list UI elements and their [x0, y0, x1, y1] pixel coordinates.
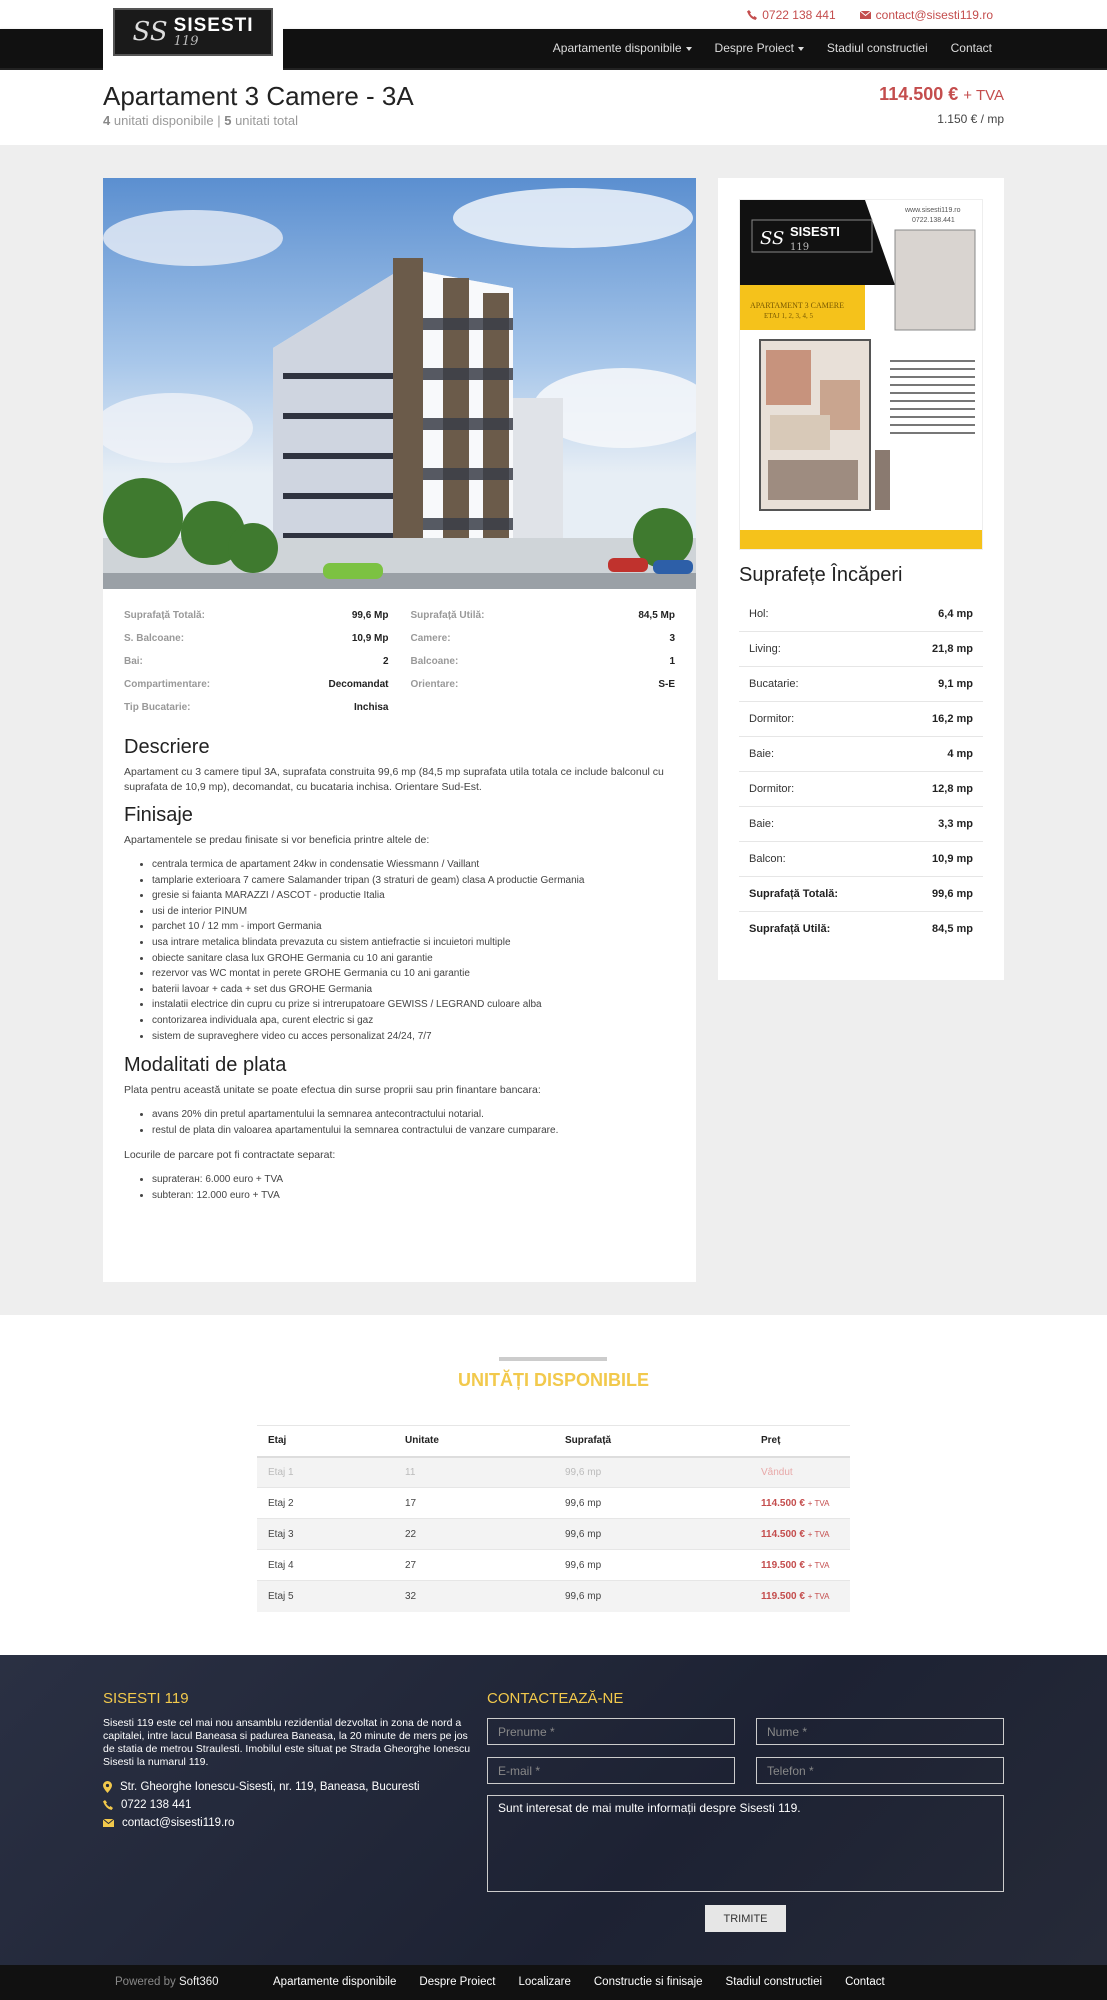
- building-illustration: [103, 178, 696, 589]
- plan-logo-number: 119: [790, 242, 810, 253]
- footer-about-text: Sisesti 119 este cel mai nou ansamblu rezidential dezvoltat in zona de nord a capitalei, intre lacul Baneasa si padurea Baneasa, la 20 minute de mers pe jos de statia de metrou Straulesti. Imobilul este situat pe Strada Gheorghe Ionescu Sisesti la numarul 119.: [103, 1717, 471, 1768]
- phone-icon: [103, 1800, 113, 1810]
- caret-down-icon: [686, 47, 692, 51]
- cell-etaj: Etaj 3: [257, 1519, 394, 1550]
- message-textarea[interactable]: [487, 1795, 1004, 1892]
- col-unitate: Unitate: [394, 1426, 554, 1457]
- site-logo: [113, 8, 273, 56]
- payment-heading: Modalitati de plata: [124, 1054, 287, 1077]
- list-item: • obiecte sanitare clasa lux GROHE Germania cu 10 ani garantie: [152, 951, 675, 967]
- units-table: [257, 1425, 850, 1612]
- footer-link[interactable]: Stadiul constructiei: [725, 1976, 823, 1988]
- address-text: Str. Gheorghe Ionescu-Sisesti, nr. 119, Baneasa, Bucuresti: [120, 1781, 420, 1793]
- nav-links: [553, 41, 992, 55]
- cell-area: 99,6 mp: [554, 1519, 750, 1550]
- room-value: 6,4 mp: [938, 607, 973, 620]
- room-row: [739, 666, 983, 701]
- logo-number: 119: [173, 34, 199, 49]
- caret-down-icon: [798, 47, 804, 51]
- col-etaj: Etaj: [257, 1426, 394, 1457]
- spec-value: Decomandat: [328, 679, 389, 690]
- available-units-section: [0, 1315, 1107, 1655]
- description-content: [124, 736, 675, 1214]
- col-pret: Preț: [750, 1426, 850, 1457]
- footer-phone[interactable]: [103, 1799, 473, 1811]
- cell-unit: 17: [394, 1488, 554, 1519]
- room-label: Suprafață Totală:: [749, 888, 839, 900]
- powered-by: [115, 1976, 219, 1988]
- apartment-details-card: [103, 178, 696, 1282]
- cell-unit: 27: [394, 1550, 554, 1581]
- spec-row: [124, 610, 389, 633]
- payment-list: [124, 1107, 675, 1138]
- powered-label: Powered by: [115, 1976, 176, 1988]
- finishes-heading: Finisaje: [124, 804, 193, 826]
- top-phone-link[interactable]: [747, 8, 835, 22]
- spec-value: 99,6 Mp: [351, 610, 389, 621]
- phone-text: 0722 138 441: [121, 1799, 192, 1811]
- spec-label: Suprafață Utilă:: [410, 610, 485, 621]
- spec-value: 2: [382, 656, 389, 667]
- spec-row: [124, 679, 389, 702]
- finishes-intro: Apartamentele se predau finisate si vor beneficia printre altele de:: [124, 834, 430, 846]
- room-label: Living:: [749, 643, 781, 655]
- phone-icon: [747, 10, 757, 20]
- lastname-input[interactable]: Nume *: [756, 1718, 1004, 1745]
- plan-caption-2: ETAJ 1, 2, 3, 4, 5: [764, 312, 814, 320]
- parking-intro: Locurile de parcare pot fi contractate separat:: [124, 1149, 336, 1162]
- floor-plan-image[interactable]: [739, 199, 983, 550]
- top-email-link[interactable]: [860, 8, 993, 22]
- cell-price: [750, 1519, 850, 1550]
- apartment-header: [0, 70, 1107, 145]
- room-row-total: [739, 876, 983, 911]
- bottom-bar: [0, 1965, 1107, 2000]
- list-item: • usa intrare metalica blindata prevazuta cu sistem antiefractie si incuietori multiple: [152, 935, 675, 951]
- spec-row: [124, 633, 389, 656]
- room-areas-card: [718, 178, 1004, 980]
- available-label: unitati disponibile |: [113, 113, 221, 128]
- rooms-heading: Suprafețe Încăperi: [739, 564, 903, 586]
- cell-unit: 22: [394, 1519, 554, 1550]
- cell-area: 99,6 mp: [554, 1550, 750, 1581]
- spec-row: [411, 610, 676, 633]
- logo-monogram: SS: [132, 17, 168, 47]
- room-value: 21,8 mp: [932, 643, 973, 655]
- room-row: [739, 841, 983, 876]
- table-header-row: [257, 1426, 850, 1457]
- phone-input[interactable]: Telefon *: [756, 1757, 1004, 1784]
- room-value: 84,5 mp: [932, 923, 973, 935]
- spec-label: Orientare:: [410, 679, 459, 690]
- cell-area: 99,6 mp: [554, 1488, 750, 1519]
- price-text: 114.500 €: [761, 1528, 805, 1540]
- room-row: [739, 806, 983, 841]
- plan-logo-name: SISESTI: [790, 224, 840, 239]
- nav-item-stadiul[interactable]: Stadiul constructiei: [826, 41, 928, 55]
- list-item: • rezervor vas WC montat in perete GROHE Germania cu 10 ani garantie: [152, 966, 675, 982]
- spec-value: S-E: [658, 679, 675, 690]
- footer-link[interactable]: Constructie si finisaje: [593, 1976, 703, 1988]
- list-item: • baterii lavoar + cada + set dus GROHE Germania: [152, 982, 675, 998]
- price-text: 119.500 €: [761, 1559, 805, 1571]
- footer-link[interactable]: Contact: [845, 1976, 885, 1988]
- floor-plan-illustration: [740, 200, 983, 550]
- envelope-icon: [103, 1819, 114, 1827]
- list-item: • subteran: 12.000 euro + TVA: [152, 1188, 675, 1204]
- parking-list: [124, 1172, 675, 1203]
- nav-item-contact[interactable]: Contact: [950, 41, 992, 55]
- email-input[interactable]: E-mail *: [487, 1757, 735, 1784]
- spec-label: Tip Bucatarie:: [124, 702, 191, 713]
- cell-unit: 32: [394, 1581, 554, 1612]
- room-label: Balcon:: [749, 853, 786, 865]
- room-label: Suprafață Utilă:: [749, 923, 831, 935]
- spec-label: S. Balcoane:: [124, 633, 185, 644]
- room-row: [739, 736, 983, 771]
- list-item: • gresie si faianta MARAZZI / ASCOT - productie Italia: [152, 888, 675, 904]
- price-text: Vândut: [761, 1466, 793, 1478]
- specs-grid: [124, 610, 675, 725]
- units-heading: UNITĂȚI DISPONIBILE: [457, 1370, 649, 1390]
- room-value: 99,6 mp: [932, 888, 973, 900]
- spec-value: 84,5 Mp: [638, 610, 675, 621]
- plan-caption-1: APARTAMENT 3 CAMERE: [750, 301, 845, 310]
- spec-label: Compartimentare:: [124, 679, 211, 690]
- contact-form-title: CONTACTEAZĂ-NE: [487, 1690, 624, 1707]
- table-row[interactable]: [257, 1581, 850, 1612]
- room-row-useful: [739, 911, 983, 946]
- spec-label: Suprafață Totală:: [124, 610, 205, 621]
- price-text: 114.500 €: [761, 1497, 805, 1509]
- cell-etaj: Etaj 1: [257, 1457, 394, 1488]
- footer-email[interactable]: [103, 1817, 473, 1829]
- spec-value: 3: [669, 633, 675, 644]
- room-value: 9,1 mp: [938, 678, 973, 690]
- price-tva: + TVA: [963, 87, 1004, 104]
- rooms-table: [739, 596, 983, 946]
- footer-title: SISESTI 119: [103, 1690, 189, 1707]
- plan-phone: 0722.138.441: [912, 217, 955, 224]
- cell-area: 99,6 mp: [554, 1581, 750, 1612]
- cell-etaj: Etaj 5: [257, 1581, 394, 1612]
- footer-link[interactable]: Despre Proiect: [419, 1976, 496, 1988]
- table-row[interactable]: [257, 1488, 850, 1519]
- spec-label: Balcoane:: [410, 656, 459, 667]
- spec-value: Inchisa: [354, 702, 389, 713]
- table-row[interactable]: [257, 1519, 850, 1550]
- spec-label: Camere:: [410, 633, 451, 644]
- list-item: • centrala termica de apartament 24kw in condensatie Wiessmann / Vaillant: [152, 857, 675, 873]
- finishes-list: [124, 857, 675, 1044]
- email-text: contact@sisesti119.ro: [122, 1817, 235, 1829]
- room-label: Dormitor:: [749, 783, 795, 795]
- cell-etaj: Etaj 2: [257, 1488, 394, 1519]
- room-value: 16,2 mp: [932, 713, 973, 725]
- room-value: 12,8 mp: [932, 783, 973, 795]
- room-row: [739, 701, 983, 736]
- footer-address: [103, 1781, 473, 1793]
- list-item: • supraterан: 6.000 euro + TVA: [152, 1172, 675, 1188]
- list-item: • usi de interior PINUM: [152, 904, 675, 920]
- top-contacts: [747, 8, 993, 22]
- list-item: • sistem de supraveghere video cu acces personalizat 24/24, 7/7: [152, 1029, 675, 1045]
- spec-row: [411, 679, 676, 702]
- spec-row: [411, 656, 676, 679]
- logo-link[interactable]: [103, 0, 283, 70]
- price-tva: + TVA: [807, 1560, 830, 1570]
- price-tva: + TVA: [807, 1529, 830, 1539]
- units-summary: [103, 113, 298, 128]
- room-value: 10,9 mp: [932, 853, 973, 865]
- send-button[interactable]: TRIMITE: [705, 1905, 786, 1932]
- firstname-input[interactable]: Prenume *: [487, 1718, 735, 1745]
- footer-link[interactable]: Apartamente disponibile: [273, 1976, 397, 1988]
- cell-price: [750, 1581, 850, 1612]
- description-heading: Descriere: [124, 736, 210, 758]
- logo-name: SISESTI: [173, 15, 254, 36]
- total-label: unitati total: [235, 113, 298, 128]
- nav-label: Apartamente disponibile: [552, 41, 682, 55]
- room-label: Baie:: [749, 818, 775, 830]
- col-suprafata: Suprafață: [554, 1426, 750, 1457]
- spec-value: 10,9 Mp: [351, 633, 389, 644]
- section-divider: [499, 1357, 607, 1361]
- price-value: 114.500 €: [879, 84, 959, 104]
- price-tva: + TVA: [807, 1498, 830, 1508]
- total-count: 5: [224, 113, 232, 128]
- price-text: 119.500 €: [761, 1590, 805, 1602]
- spec-row: [411, 633, 676, 656]
- cell-price: [750, 1550, 850, 1581]
- site-footer: [0, 1655, 1107, 1965]
- room-label: Hol:: [749, 607, 769, 620]
- plan-logo-monogram: SS: [760, 228, 785, 249]
- nav-item-apartamente[interactable]: [553, 41, 692, 55]
- footer-nav: [273, 1976, 885, 1988]
- top-phone-text: 0722 138 441: [762, 8, 836, 22]
- room-value: 4 mp: [947, 748, 973, 760]
- room-label: Baie:: [749, 748, 775, 760]
- table-row: [257, 1457, 850, 1488]
- powered-brand-link[interactable]: Soft360: [178, 1976, 219, 1988]
- list-item: • instalatii electrice din cupru cu prize si intrerupatoare GEWISS / LEGRAND culoare alba: [152, 997, 675, 1013]
- spec-label: Bai:: [124, 656, 143, 667]
- payment-intro: Plata pentru această unitate se poate efectua din surse proprii sau prin finantare bancara:: [124, 1084, 541, 1097]
- envelope-icon: [860, 11, 871, 19]
- list-item: • contorizarea individuala apa, curent electric si gaz: [152, 1013, 675, 1029]
- list-item: • tamplarie exterioara 7 camere Salamander tripan (3 straturi de geam) clasa A productie Germania: [152, 873, 675, 889]
- room-row: [739, 771, 983, 806]
- room-value: 3,3 mp: [938, 818, 973, 830]
- footer-link[interactable]: Localizare: [518, 1976, 571, 1988]
- spec-row: [124, 702, 389, 725]
- cell-price: [750, 1457, 850, 1488]
- room-row: [739, 596, 983, 631]
- spec-value: 1: [669, 656, 675, 667]
- map-marker-icon: [103, 1781, 112, 1793]
- room-label: Bucatarie:: [749, 678, 799, 690]
- list-item: • restul de plata din valoarea apartamentului la semnarea contractului de vanzare cumparare.: [152, 1123, 675, 1139]
- description-text: Apartament cu 3 camere tipul 3A, suprafata construita 99,6 mp (84,5 mp suprafata utila totala ce include balconul cu suprafata de 10,9 mp), decomandat, cu bucataria inchisa. Orientare Sud-Est.: [124, 766, 664, 793]
- plan-site-url: www.sisesti119.ro: [905, 207, 961, 214]
- cell-unit: 11: [394, 1457, 554, 1488]
- table-row[interactable]: [257, 1550, 850, 1581]
- nav-item-despre-proiect[interactable]: [715, 41, 804, 55]
- cell-area: 99,6 mp: [554, 1457, 750, 1488]
- top-email-text: contact@sisesti119.ro: [875, 8, 993, 22]
- available-count: 4: [103, 113, 111, 128]
- price-total: [879, 84, 1004, 105]
- cell-etaj: Etaj 4: [257, 1550, 394, 1581]
- spec-row: [124, 656, 389, 679]
- page-title: Apartament 3 Camere - 3A: [103, 81, 414, 111]
- cell-price: [750, 1488, 850, 1519]
- nav-label: Despre Proiect: [714, 41, 794, 55]
- price-tva: + TVA: [807, 1591, 830, 1601]
- room-label: Dormitor:: [749, 713, 795, 725]
- room-row: [739, 631, 983, 666]
- list-item: • avans 20% din pretul apartamentului la semnarea antecontractului notarial.: [152, 1107, 675, 1123]
- list-item: • parchet 10 / 12 mm - import Germania: [152, 919, 675, 935]
- price-per-mp: 1.150 € / mp: [937, 112, 1004, 126]
- building-render-image: [103, 178, 696, 589]
